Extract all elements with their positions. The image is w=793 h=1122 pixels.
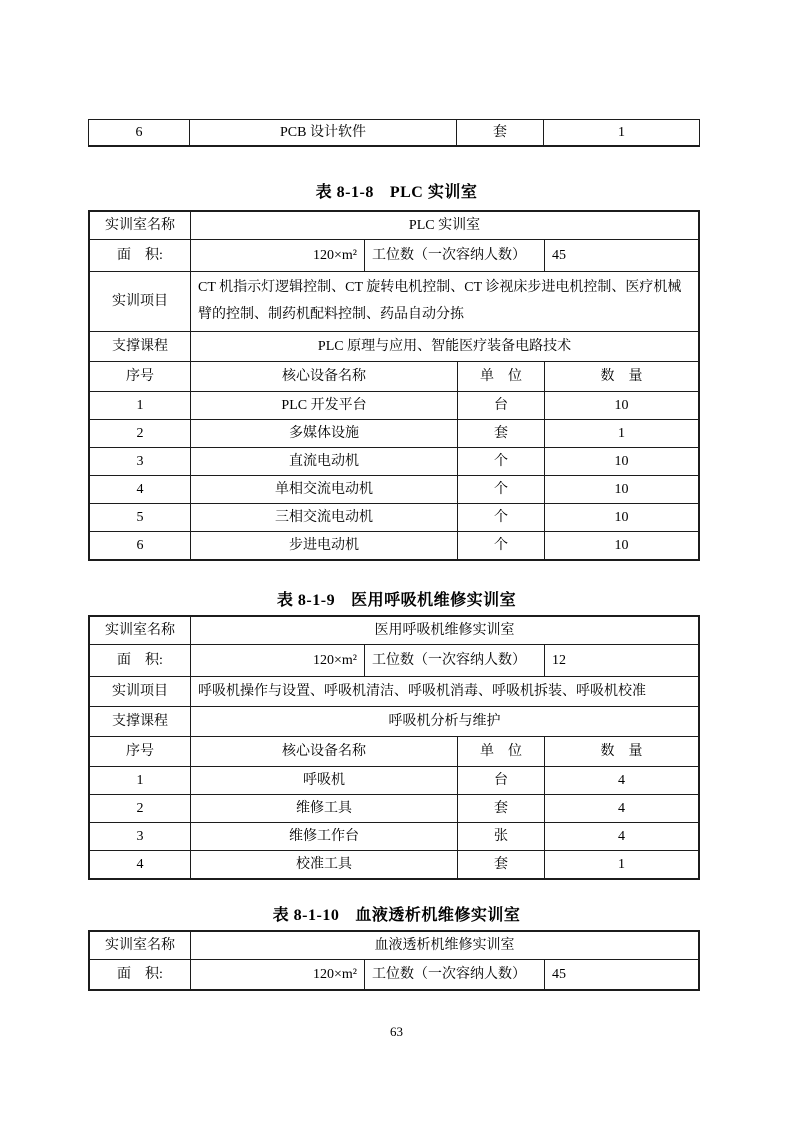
caption-label: 表 8-1-8 [315, 184, 374, 201]
room-name-label: 实训室名称 [90, 932, 191, 959]
cell-seq: 1 [90, 392, 191, 419]
projects-value: 呼吸机操作与设置、呼吸机清洁、呼吸机消毒、呼吸机拆装、呼吸机校准 [198, 684, 646, 699]
cell-unit: 张 [458, 823, 545, 850]
area-row [90, 960, 698, 989]
equipment-header-row [90, 362, 698, 392]
cell-equipment-name: 维修工具 [191, 795, 458, 822]
capacity-value: 45 [552, 248, 566, 263]
courses-row [90, 707, 698, 737]
cell-unit: 个 [458, 476, 545, 503]
courses-label: 支撑课程 [90, 707, 191, 736]
continuation-table [88, 119, 700, 147]
courses-value: 呼吸机分析与维护 [388, 714, 501, 729]
projects-label: 实训项目 [90, 677, 191, 706]
cell-seq: 6 [89, 120, 190, 145]
cell-qty: 4 [618, 829, 625, 844]
header-unit: 单 位 [458, 362, 545, 391]
table-row [90, 476, 698, 504]
cell-unit: 套 [458, 851, 545, 878]
capacity-label: 工位数（一次容纳人数） [365, 240, 545, 271]
room-name-value: PLC 实训室 [408, 218, 481, 233]
cell-seq: 2 [90, 420, 191, 447]
header-qty: 数 量 [600, 368, 643, 384]
cell-seq: 5 [90, 504, 191, 531]
cell-equipment-name: 多媒体设施 [191, 420, 458, 447]
cell-seq: 4 [90, 851, 191, 878]
room-name-row [90, 617, 698, 645]
cell-qty: 10 [614, 453, 629, 469]
area-value: 120×m² [191, 960, 365, 989]
cell-seq: 6 [90, 532, 191, 559]
cell-qty: 4 [618, 801, 625, 816]
projects-label: 实训项目 [90, 272, 191, 331]
area-value: 120×m² [191, 645, 365, 676]
cell-seq: 1 [90, 767, 191, 794]
area-row [90, 645, 698, 677]
caption-label: 表 8-1-10 [272, 907, 340, 924]
table-row [90, 532, 698, 559]
table-caption-8-1-10 [0, 902, 793, 925]
header-seq: 序号 [90, 362, 191, 391]
cell-seq: 3 [90, 823, 191, 850]
cell-qty: 1 [618, 857, 625, 872]
cell-seq: 3 [90, 448, 191, 475]
table-caption-8-1-8 [0, 179, 793, 202]
header-seq: 序号 [90, 737, 191, 766]
capacity-value: 12 [552, 653, 566, 668]
table-row [90, 420, 698, 448]
cell-unit: 个 [458, 504, 545, 531]
table-row [90, 392, 698, 420]
courses-row [90, 332, 698, 362]
cell-equipment-name: 直流电动机 [191, 448, 458, 475]
header-qty: 数 量 [600, 744, 643, 759]
header-equipment-name: 核心设备名称 [191, 737, 458, 766]
cell-equipment-name: PLC 开发平台 [191, 392, 458, 419]
table-row [90, 448, 698, 476]
cell-equipment-name: 步进电动机 [191, 532, 458, 559]
cell-equipment-name: 呼吸机 [191, 767, 458, 794]
cell-unit: 个 [458, 532, 545, 559]
cell-equipment-name: 单相交流电动机 [191, 476, 458, 503]
cell-qty: 1 [618, 425, 625, 441]
cell-unit: 台 [458, 392, 545, 419]
caption-title: 血液透析机维修实训室 [355, 907, 521, 924]
courses-value: PLC 原理与应用、智能医疗装备电路技术 [317, 338, 572, 354]
area-value: 120×m² [191, 240, 365, 271]
room-name-value: 血液透析机维修实训室 [374, 938, 515, 953]
projects-value: CT 机指示灯逻辑控制、CT 旋转电机控制、CT 诊视床步进电机控制、医疗机械臂的控制、制药机配料控制、药品自动分拣 [198, 280, 682, 323]
caption-title: PLC 实训室 [389, 184, 478, 201]
caption-label: 表 8-1-9 [276, 592, 336, 609]
capacity-label: 工位数（一次容纳人数） [365, 960, 545, 989]
table-row [90, 767, 698, 795]
cell-qty: 10 [614, 481, 629, 497]
projects-row [90, 677, 698, 707]
table-hemodialysis-room [88, 930, 700, 991]
cell-qty: 10 [614, 397, 629, 413]
cell-qty: 4 [618, 773, 625, 788]
table-row [90, 795, 698, 823]
room-name-value: 医用呼吸机维修实训室 [374, 623, 515, 638]
cell-seq: 4 [90, 476, 191, 503]
cell-equipment-name: 校准工具 [191, 851, 458, 878]
table-row [89, 120, 699, 145]
header-unit: 单 位 [458, 737, 545, 766]
area-label: 面 积: [90, 960, 191, 989]
cell-unit: 台 [458, 767, 545, 794]
cell-qty: 10 [614, 509, 629, 525]
caption-title: 医用呼吸机维修实训室 [351, 592, 517, 609]
capacity-value: 45 [552, 967, 566, 982]
cell-unit: 套 [457, 120, 544, 145]
table-caption-8-1-9 [0, 587, 793, 610]
cell-unit: 个 [458, 448, 545, 475]
room-name-row [90, 932, 698, 960]
cell-equipment-name: 维修工作台 [191, 823, 458, 850]
header-equipment-name: 核心设备名称 [191, 362, 458, 391]
area-row [90, 240, 698, 272]
room-name-label: 实训室名称 [90, 617, 191, 644]
projects-row [90, 272, 698, 332]
area-label: 面 积: [90, 240, 191, 271]
table-row [90, 851, 698, 878]
courses-label: 支撑课程 [90, 332, 191, 361]
area-label: 面 积: [90, 645, 191, 676]
cell-unit: 套 [458, 420, 545, 447]
table-row [90, 504, 698, 532]
room-name-label: 实训室名称 [90, 212, 191, 239]
capacity-label: 工位数（一次容纳人数） [365, 645, 545, 676]
cell-equipment-name: PCB 设计软件 [190, 120, 457, 145]
cell-equipment-name: 三相交流电动机 [191, 504, 458, 531]
cell-unit: 套 [458, 795, 545, 822]
room-name-row [90, 212, 698, 240]
cell-qty: 10 [614, 537, 629, 553]
table-ventilator-room [88, 615, 700, 880]
table-plc-room [88, 210, 700, 561]
cell-seq: 2 [90, 795, 191, 822]
cell-qty: 1 [618, 125, 625, 140]
table-row [90, 823, 698, 851]
page-number: 63 [390, 1024, 403, 1039]
equipment-header-row [90, 737, 698, 767]
